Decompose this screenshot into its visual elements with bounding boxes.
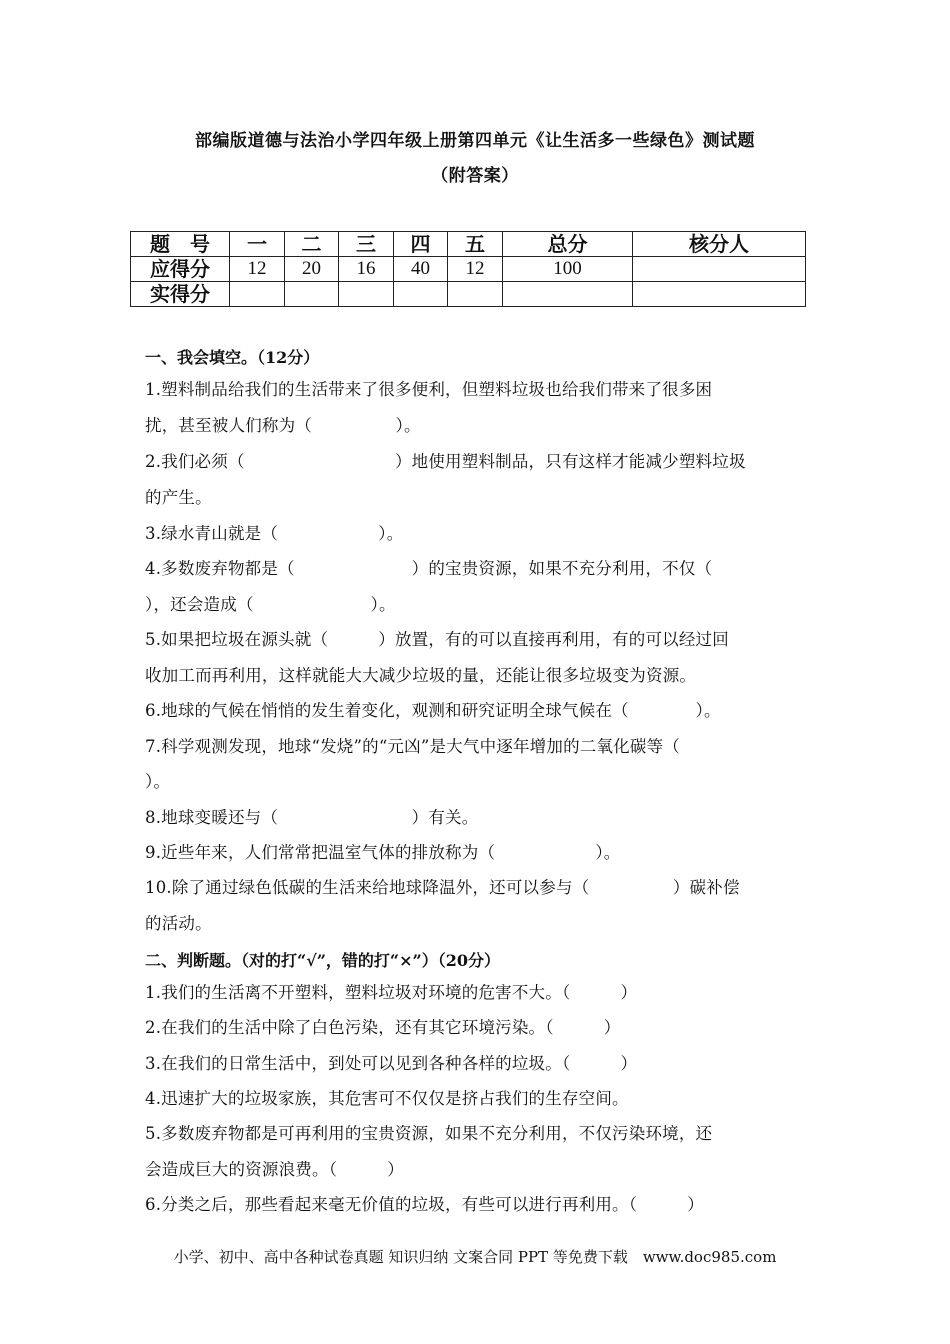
question-line: 6.分类之后，那些看起来毫无价值的垃圾，有些可以进行再利用。（ ）	[145, 1195, 704, 1214]
question-line: ）。	[145, 772, 171, 791]
question-line: 1.我们的生活离不开塑料，塑料垃圾对环境的危害不大。（ ）	[145, 983, 638, 1002]
question-line: 4.迅速扩大的垃圾家族，其危害可不仅仅是挤占我们的生存空间。	[145, 1089, 629, 1108]
header-cell: 四	[394, 232, 448, 257]
question-line: 会造成巨大的资源浪费。（ ）	[145, 1160, 404, 1179]
score-cell	[633, 282, 806, 307]
score-cell	[448, 282, 503, 307]
score-cell	[503, 282, 633, 307]
section-heading: 一、我会填空。（12分）	[145, 348, 320, 367]
header-cell: 五	[448, 232, 503, 257]
question-line: 7.科学观测发现，地球“发烧”的“元凶”是大气中逐年增加的二氧化碳等（	[145, 737, 680, 756]
header-cell: 核分人	[633, 232, 806, 257]
question-line: 5.如果把垃圾在源头就（ ）放置，有的可以直接再利用，有的可以经过回	[145, 630, 729, 649]
document-subtitle: （附答案）	[431, 166, 519, 186]
question-line: 5.多数废弃物都是可再利用的宝贵资源，如果不充分利用，不仅污染环境，还	[145, 1124, 713, 1143]
question-line: ），还会造成（ ）。	[145, 595, 396, 614]
score-cell	[633, 257, 806, 282]
question-line: 6.地球的气候在悄悄的发生着变化，观测和研究证明全球气候在（ ）。	[145, 701, 721, 720]
question-line: 10.除了通过绿色低碳的生活来给地球降温外，还可以参与（ ）碳补偿	[145, 878, 740, 897]
header-cell: 二	[285, 232, 339, 257]
question-line: 扰，甚至被人们称为（ ）。	[145, 416, 421, 435]
score-table	[130, 231, 806, 307]
row-label: 实得分	[131, 282, 230, 307]
question-line: 3.在我们的日常生活中，到处可以见到各种各样的垃圾。（ ）	[145, 1054, 638, 1073]
question-line: 2.我们必须（ ）地使用塑料制品，只有这样才能减少塑料垃圾	[145, 452, 746, 471]
section-heading: 二、判断题。（对的打“√”，错的打“×”）（20分）	[145, 951, 501, 970]
score-table-row	[131, 282, 806, 307]
document-title: 部编版道德与法治小学四年级上册第四单元《让生活多一些绿色》测试题	[195, 131, 755, 151]
question-line: 1.塑料制品给我们的生活带来了很多便利，但塑料垃圾也给我们带来了很多困	[145, 380, 713, 399]
question-line: 4.多数废弃物都是（ ）的宝贵资源，如果不充分利用，不仅（	[145, 559, 713, 578]
score-cell: 40	[394, 257, 448, 282]
score-cell	[394, 282, 448, 307]
score-cell: 16	[339, 257, 394, 282]
score-cell: 20	[285, 257, 339, 282]
question-line: 8.地球变暖还与（ ）有关。	[145, 808, 479, 827]
score-cell: 12	[230, 257, 285, 282]
page-footer: 小学、初中、高中各种试卷真题 知识归纳 文案合同 PPT 等免费下载 www.doc985.com	[173, 1248, 777, 1266]
score-cell: 12	[448, 257, 503, 282]
score-cell	[285, 282, 339, 307]
header-cell: 一	[230, 232, 285, 257]
score-table-row	[131, 257, 806, 282]
question-line: 9.近些年来，人们常常把温室气体的排放称为（ ）。	[145, 843, 621, 862]
question-line: 收加工而再利用，这样就能大大减少垃圾的量，还能让很多垃圾变为资源。	[145, 666, 697, 685]
score-cell: 100	[503, 257, 633, 282]
question-line: 的产生。	[145, 488, 212, 507]
header-cell: 题 号	[131, 232, 230, 257]
question-line: 的活动。	[145, 914, 212, 933]
score-table-header-row	[131, 232, 806, 257]
question-line: 3.绿水青山就是（ ）。	[145, 524, 404, 543]
row-label: 应得分	[131, 257, 230, 282]
question-line: 2.在我们的生活中除了白色污染，还有其它环境污染。（ ）	[145, 1018, 621, 1037]
score-cell	[230, 282, 285, 307]
header-cell: 总分	[503, 232, 633, 257]
header-cell: 三	[339, 232, 394, 257]
score-cell	[339, 282, 394, 307]
